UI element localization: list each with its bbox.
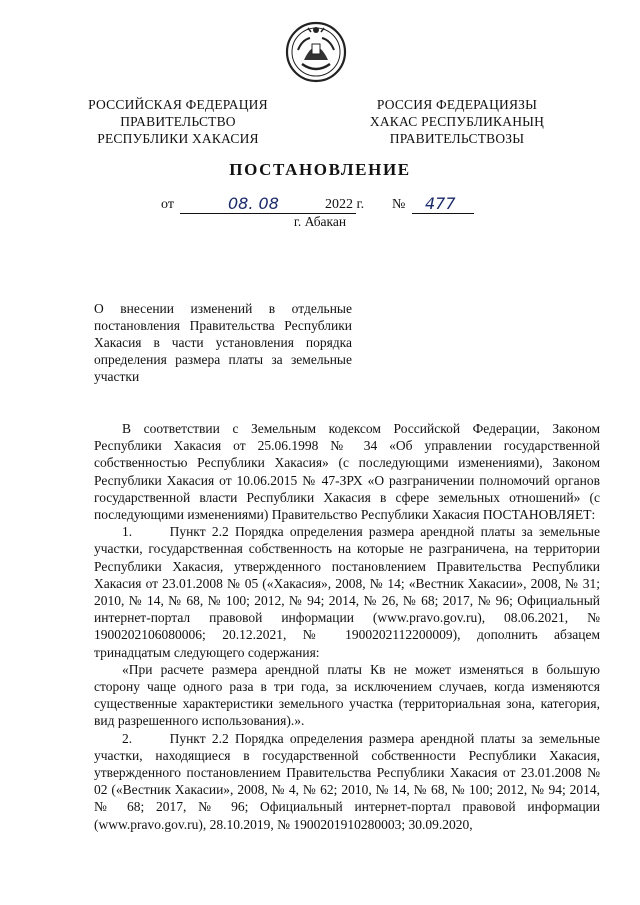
city-label: г. Абакан xyxy=(293,214,347,229)
handwritten-number: 477 xyxy=(425,194,456,213)
paragraph-quote: «При расчете размера арендной платы Кв не может изменяться в большую сторону чаще одного раза в три года, за исключением случаев, когда изменяются существенные характеристики земельного участка (территориальная зона, категория, вид разрешенного использования).». xyxy=(94,661,600,729)
handwritten-date: 08. 08 xyxy=(228,194,279,213)
header-right-line-1: РОССИЯ ФЕДЕРАЦИЯЗЫ xyxy=(376,97,538,112)
header-right-line-3: ПРАВИТЕЛЬСТВОЗЫ xyxy=(389,131,525,146)
document-body xyxy=(94,420,600,833)
header-left-line-1: РОССИЙСКАЯ ФЕДЕРАЦИЯ xyxy=(88,97,268,112)
date-year: 2022 г. xyxy=(325,197,365,212)
header-right xyxy=(352,96,562,147)
date-from-label: от xyxy=(161,197,174,212)
header-right-line-2: ХАКАС РЕСПУБЛИКАНЫҢ xyxy=(369,114,545,129)
number-label: № xyxy=(392,197,406,212)
header-left xyxy=(78,96,278,147)
document-title: ПОСТАНОВЛЕНИЕ xyxy=(229,160,411,179)
paragraph-item-1: 1. Пункт 2.2 Порядка определения размера арендной платы за земельные участки, государственная собственность на которые не разграничена, на территории Республики Хакасия, утвержденного постановлением Правительства Республики Хакасия от 23.01.2008 № 05 («Хакасия», 2008, № 14; «Вестник Хакасии», 2008, № 31; 2010, № 14, № 68, № 100; 2012, № 94; 2014, № 26, № 68; 2017, № 96; Официальный интернет-портал правовой информации (www.pravo.gov.ru), 08.06.2021, № 1900202106080006; 20.12.2021, № 1900202112200009), дополнить абзацем тринадцатым следующего содержания: xyxy=(94,524,600,660)
paragraph-item-2: 2. Пункт 2.2 Порядка определения размера арендной платы за земельные участки, находящиеся в государственной собственности Республики Хакасия, утвержденного постановлением Правительства Республики Хакасия от 23.01.2008 № 02 («Вестник Хакасии», 2008, № 4, № 62; 2010, № 14, № 68, № 100; 2012, № 94; 2014, № 68; 2017, № 96; Официальный интернет-портал правовой информации (www.pravo.gov.ru), 28.10.2019, № 1900201910280003; 30.09.2020, xyxy=(94,730,600,832)
coat-of-arms-emblem xyxy=(284,20,348,84)
document-subject: О внесении изменений в отдельные постановления Правительства Республики Хакасия в части установления порядка определения размера платы за земельные участки xyxy=(94,301,352,384)
header-left-line-3: РЕСПУБЛИКИ ХАКАСИЯ xyxy=(97,131,259,146)
paragraph-preamble: В соответствии с Земельным кодексом Российской Федерации, Законом Республики Хакасия от 25.06.1998 № 34 «Об управлении государственной собственностью Республики Хакасия» (с последующими изменениями), Законом Республики Хакасия от 10.06.2015 № 47-ЗРХ «О разграничении полномочий органов государственной власти Республики Хакасия в сфере земельных отношений» (с последующими изменениями) Правительство Республики Хакасия ПОСТАНОВЛЯЕТ: xyxy=(94,421,600,523)
header-left-line-2: ПРАВИТЕЛЬСТВО xyxy=(120,114,236,129)
